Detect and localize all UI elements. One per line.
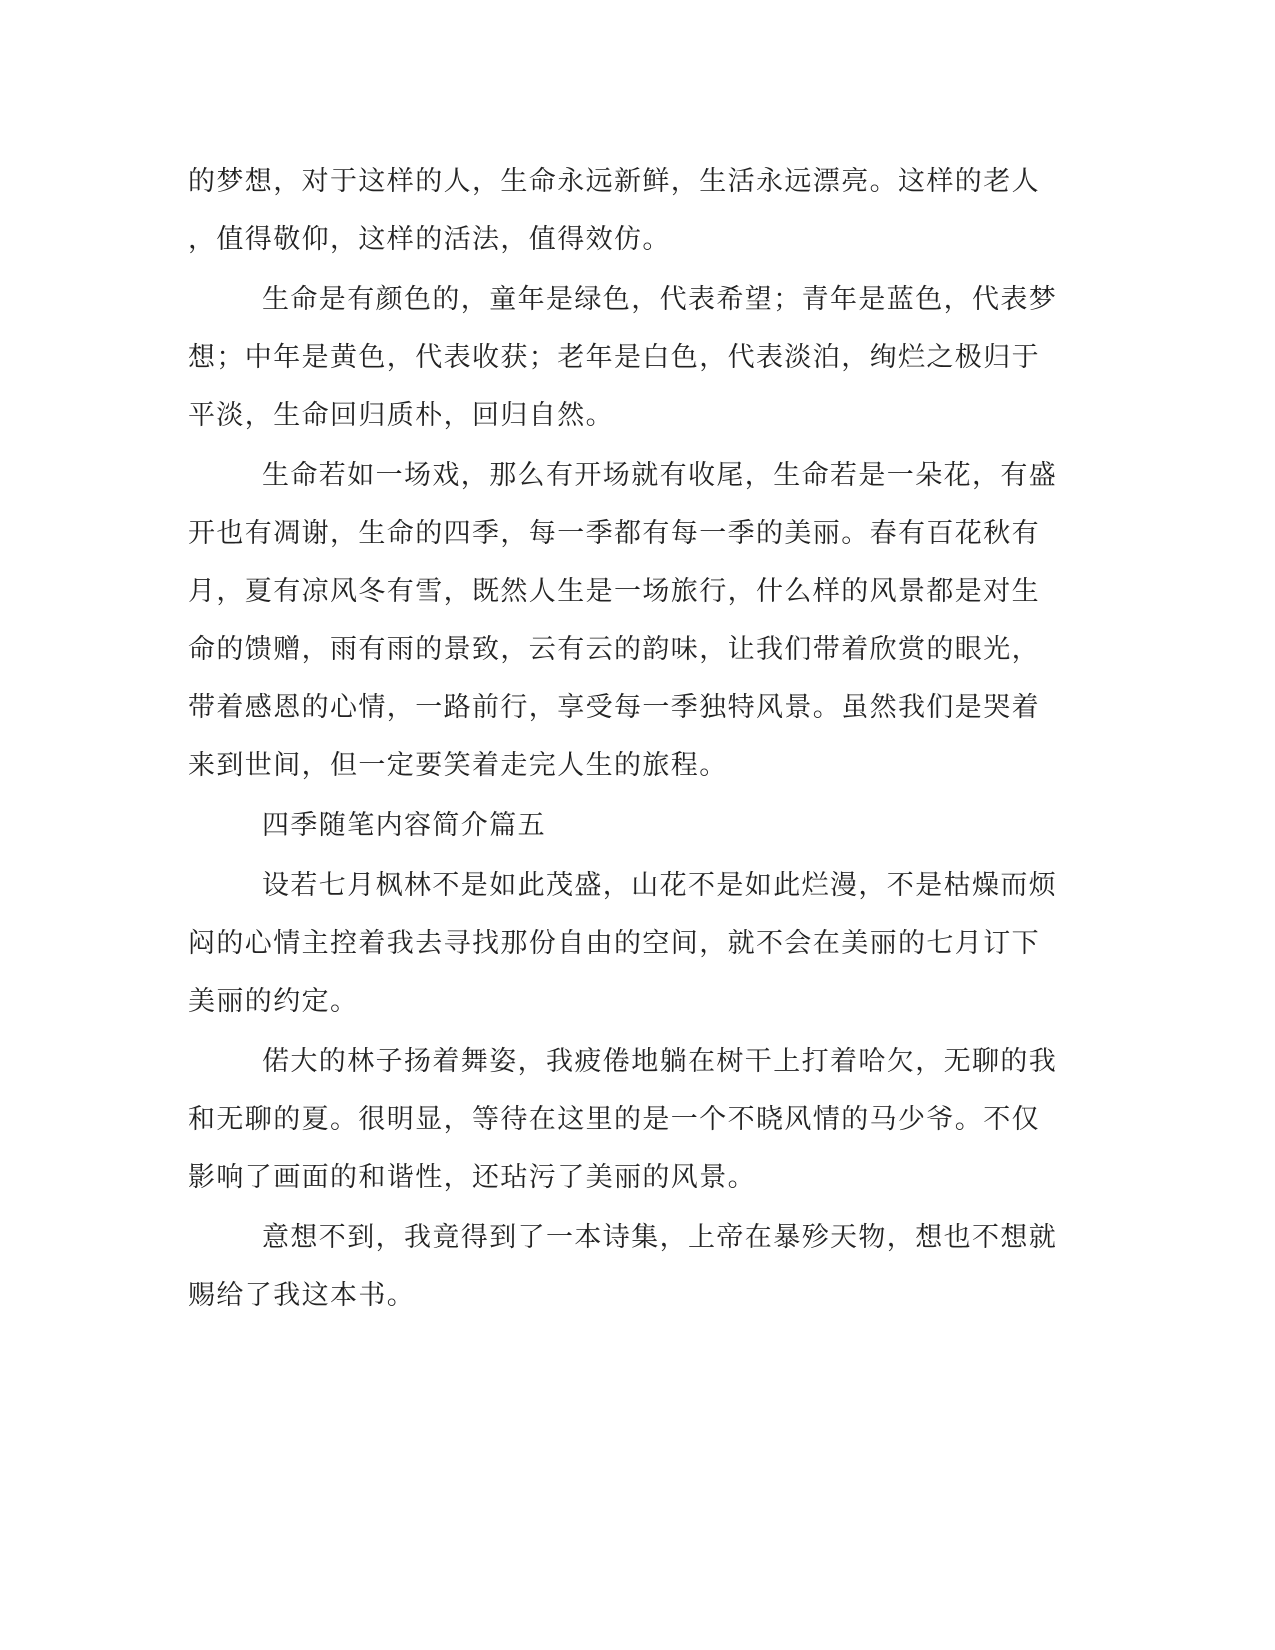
paragraph-first-line: 意想不到，我竟得到了一本诗集，上帝在暴殄天物，想也不想就 xyxy=(262,1222,1058,1253)
text-line: 平淡，生命回归质朴，回归自然。 xyxy=(188,400,614,431)
text-line: 开也有凋谢，生命的四季，每一季都有每一季的美丽。春有百花秋有 xyxy=(188,518,1040,549)
text-line: 来到世间，但一定要笑着走完人生的旅程。 xyxy=(188,750,728,781)
text-line: 月，夏有凉风冬有雪，既然人生是一场旅行，什么样的风景都是对生 xyxy=(188,576,1040,607)
text-line: 想；中年是黄色，代表收获；老年是白色，代表淡泊，绚烂之极归于 xyxy=(188,342,1040,373)
text-line: 的梦想，对于这样的人，生命永远新鲜，生活永远漂亮。这样的老人 xyxy=(188,166,1040,197)
text-line: 赐给了我这本书。 xyxy=(188,1280,416,1311)
text-line: ，值得敬仰，这样的活法，值得效仿。 xyxy=(188,224,671,255)
text-line: 和无聊的夏。很明显，等待在这里的是一个不晓风情的马少爷。不仅 xyxy=(188,1104,1040,1135)
section-heading: 四季随笔内容简介篇五 xyxy=(262,810,546,841)
paragraph-first-line: 生命是有颜色的，童年是绿色，代表希望；青年是蓝色，代表梦 xyxy=(262,284,1058,315)
text-line: 命的馈赠，雨有雨的景致，云有云的韵味，让我们带着欣赏的眼光， xyxy=(188,634,1040,665)
text-line: 影响了画面的和谐性，还玷污了美丽的风景。 xyxy=(188,1162,756,1193)
text-line: 美丽的约定。 xyxy=(188,986,359,1017)
paragraph-first-line: 设若七月枫林不是如此茂盛，山花不是如此烂漫，不是枯燥而烦 xyxy=(262,870,1058,901)
paragraph-first-line: 偌大的林子扬着舞姿，我疲倦地躺在树干上打着哈欠，无聊的我 xyxy=(262,1046,1058,1077)
text-line: 闷的心情主控着我去寻找那份自由的空间，就不会在美丽的七月订下 xyxy=(188,928,1040,959)
text-line: 带着感恩的心情，一路前行，享受每一季独特风景。虽然我们是哭着 xyxy=(188,692,1040,723)
paragraph-first-line: 生命若如一场戏，那么有开场就有收尾，生命若是一朵花，有盛 xyxy=(262,460,1058,491)
